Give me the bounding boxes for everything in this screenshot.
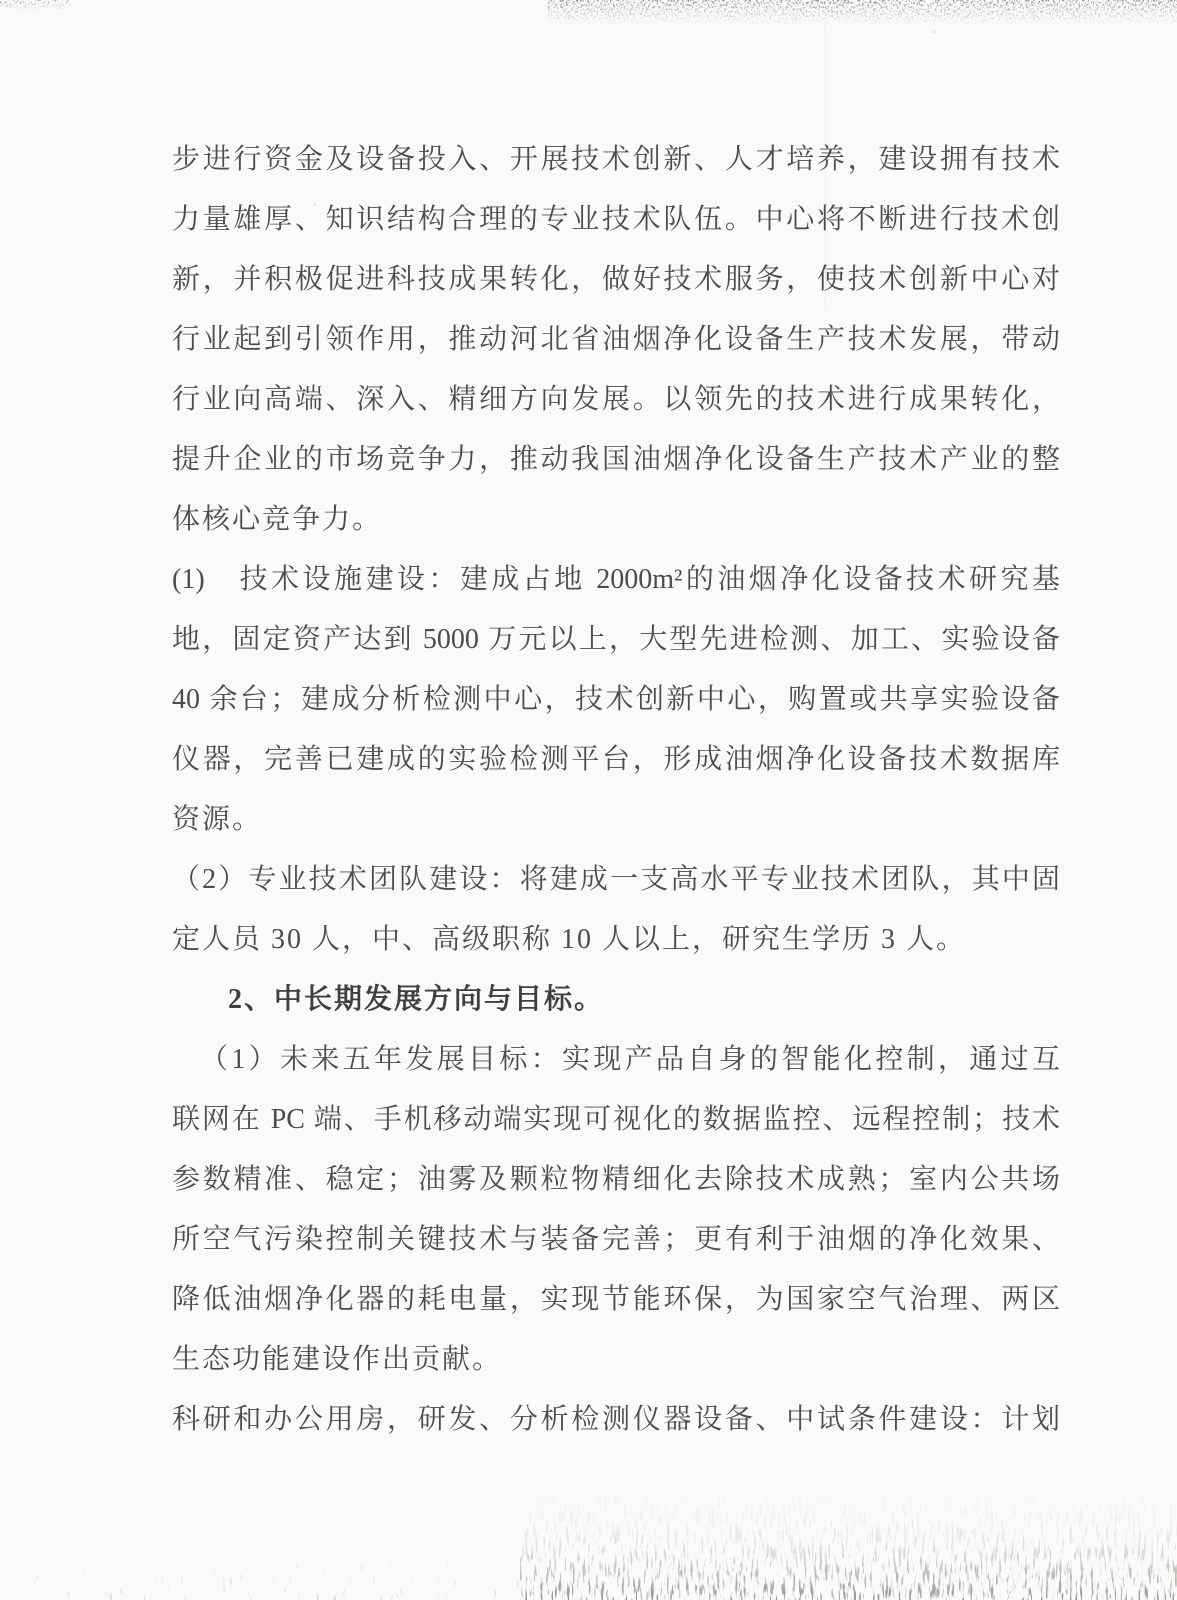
text-line numbered-item-1b: （1）未来五年发展目标：实现产品自身的智能化控制，通过互 xyxy=(200,1044,1060,1075)
scan-noise-bottom xyxy=(520,1490,1177,1600)
text-line: 科研和办公用房，研发、分析检测仪器设备、中试条件建设：计划 xyxy=(172,1404,1060,1435)
text-line: 地，固定资产达到 5000 万元以上，大型先进检测、加工、实验设备 xyxy=(172,624,1060,655)
text-line numbered-item-2: （2）专业技术团队建设：将建成一支高水平专业技术团队，其中固 xyxy=(172,864,1060,895)
text-line: 力量雄厚、知识结构合理的专业技术队伍。中心将不断进行技术创 xyxy=(172,204,1060,235)
scan-noise-top-left xyxy=(0,0,70,12)
text-line: 提升企业的市场竞争力，推动我国油烟净化设备生产技术产业的整 xyxy=(172,444,1060,475)
scan-noise-bottom-left xyxy=(30,1545,520,1600)
text-line: 定人员 30 人，中、高级职称 10 人以上，研究生学历 3 人。 xyxy=(172,924,967,955)
text-line: 行业起到引领作用，推动河北省油烟净化设备生产技术发展，带动 xyxy=(172,324,1060,355)
section-heading: 2、中长期发展方向与目标。 xyxy=(228,984,605,1015)
text-line: 参数精准、稳定；油雾及颗粒物精细化去除技术成熟；室内公共场 xyxy=(172,1164,1060,1195)
text-line: 降低油烟净化器的耗电量，实现节能环保，为国家空气治理、两区 xyxy=(172,1284,1060,1315)
text-line numbered-item-1: (1) 技术设施建设：建成占地 2000m²的油烟净化设备技术研究基 xyxy=(172,564,1060,595)
text-line: 行业向高端、深入、精细方向发展。以领先的技术进行成果转化， xyxy=(172,384,1060,415)
text-line: 仪器，完善已建成的实验检测平台，形成油烟净化设备技术数据库 xyxy=(172,744,1060,775)
scan-noise-top xyxy=(548,0,1177,26)
text-line: 40 余台；建成分析检测中心，技术创新中心，购置或共享实验设备 xyxy=(172,684,1060,715)
text-line: 新，并积极促进科技成果转化，做好技术服务，使技术创新中心对 xyxy=(172,264,1060,295)
scan-speck xyxy=(1141,399,1143,401)
scan-speck xyxy=(932,30,936,33)
text-line: 所空气污染控制关键技术与装备完善；更有利于油烟的净化效果、 xyxy=(172,1224,1060,1255)
text-line: 资源。 xyxy=(172,804,263,835)
text-line: 生态功能建设作出贡献。 xyxy=(172,1344,503,1375)
document-text xyxy=(172,130,1060,1450)
text-line: 联网在 PC 端、手机移动端实现可视化的数据监控、远程控制；技术 xyxy=(172,1104,1060,1135)
text-line: 体核心竞争力。 xyxy=(172,504,383,535)
text-line: 步进行资金及设备投入、开展技术创新、人才培养，建设拥有技术 xyxy=(172,144,1060,175)
